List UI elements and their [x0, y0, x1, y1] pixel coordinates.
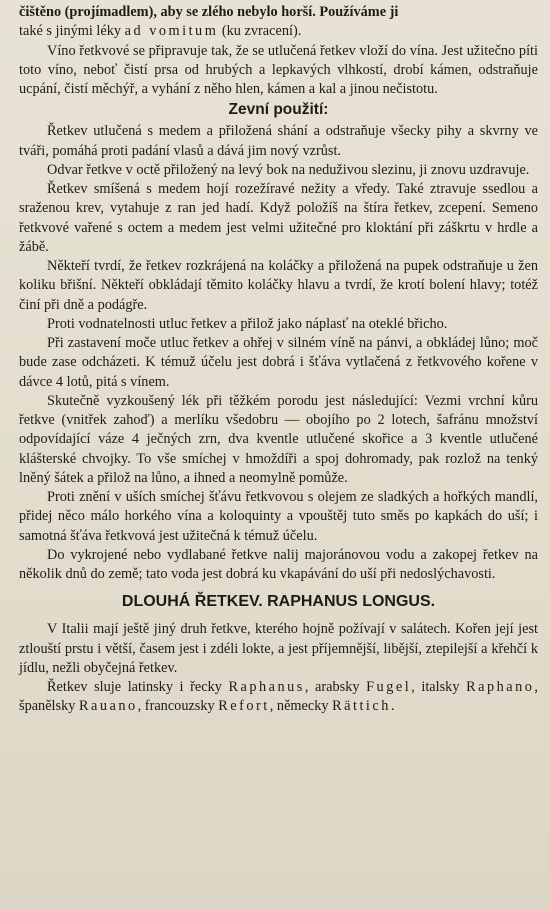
text-run: .: [390, 698, 395, 715]
paragraph-continued: [19, 3, 538, 22]
text-run: také s jinými léky: [19, 23, 125, 40]
paragraph-continued-2: [19, 22, 538, 41]
spaced-term: ad vomitum: [124, 23, 219, 40]
paragraph-radish-wine: Víno řetkvové se připravuje tak, že se utlučená řetkev vloží do vína. Jest užitečno píti toto víno, neboť čistí prsa od hrubých a lepkavých vlhkostí, drobí kámen, odstraňuje ucpání, čistí měchýř, a vyhání z něho hlen, kámen a kal a jinou nečistotu.: [19, 42, 538, 97]
name-french: Refort: [218, 698, 270, 715]
name-spanish: Rauano: [78, 698, 138, 715]
paragraph-italy: V Italii mají ještě jiný druh řetkve, kterého hojně požívají v salátech. Kořen její jest ztlouští prstu i větší, časem jest i zdéli lokte, a jest příjemnější, libější, ztepilejší a křehčí k jídlu, nežli obyčejná řetkev.: [19, 621, 538, 676]
paragraph-dropsy: Proti vodnatelnosti utluc řetkev a přilož jako náplasť na oteklé břicho.: [47, 315, 448, 332]
text-run: Řetkev sluje latinsky i řecky: [47, 679, 229, 695]
page-body-text: [19, 3, 538, 717]
paragraph-names: [19, 678, 538, 717]
paragraph-hearing: Do vykrojené nebo vydlabané řetkve nalij majoránovou vodu a zakopej řetkev na několik dnů do země; tato voda jest dobrá ku vkapávání do uší při nedoslýchavosti.: [19, 546, 538, 582]
subheading-external-use: Zevní použití:: [228, 101, 329, 119]
name-arabic: Fugel: [366, 679, 412, 695]
paragraph-freckles: Řetkev utlučená s medem a přiložená shání a odstraňuje všecky pihy a skvrny ve tváři, pomáhá proti padání vlasů a dává jim nový vzrůst.: [19, 123, 538, 159]
paragraph-spleen: Odvar řetkve v octě přiložený na levý bok na neduživou slezinu, ji znovu uzdravuje.: [47, 161, 530, 178]
text-run: , německy: [269, 698, 333, 715]
paragraph-ulcers: Řetkev smíšená s medem hojí rozežíravé nežity a vředy. Také ztravuje ssedlou a sraženou krev, vytahuje z ran jed hadí. Když položíš na štíra řetkev, zcepení. Semeno řetkvové vařené s octem a medem jest velmi užitečné pro kloktání při záškrtu v hrdle a žábě.: [19, 181, 538, 255]
name-german: Rättich: [332, 698, 391, 715]
text-run: , španělsky: [19, 679, 538, 715]
bold-run: čištěno (projímadlem), aby se zlého nebylo horší. Používáme ji: [19, 4, 399, 20]
text-run: (ku zvracení).: [218, 23, 302, 40]
name-latin: Raphanus: [228, 679, 305, 695]
paragraph-urine: Při zastavení moče utluc řetkev a ohřej v silném víně na pánvi, a obkládej lůno; moč bude zase odcházeti. K témuž účelu jest dobrá i šťáva vytlačená z řetkvového kořene v dávce 4 lotů, pitá s vínem.: [19, 335, 538, 390]
paragraph-childbirth: Skutečně vyzkoušený lék při těžkém porodu jest následující: Vezmi vrchní kůru řetkve (vnitřek zahoď) a merlíku všedobru — obojího po 2 lotech, šafránu množství odpovídající váze 4 ječných zrn, dva kventle utlučené skořice a 3 kventle utlučené klášterské chvojky. To vše smíchej v hmoždíři a spoj dohromady, pak rozlož na tenký lněný šátek a přilož na lůno, a ihned a neomylně pomůže.: [19, 392, 538, 486]
text-run: , arabsky: [304, 679, 367, 695]
text-run: , italsky: [411, 679, 467, 695]
paragraph-colic: Někteří tvrdí, že řetkev rozkrájená na koláčky a přiložená na pupek odstraňuje u žen koliku břišní. Někteří obkládají těmito koláčky hlavu a tvrdí, že krotí bolení hlavy; totéž činí při dně a podágře.: [19, 258, 538, 313]
paragraph-ear-ringing: Proti znění v uších smíchej šťávu řetkvovou s olejem ze sladkých a hořkých mandlí, přidej něco málo horkého vína a koloquinty a vpouštěj tuto směs po kapkách do uší; i samotná šťáva řetkvová jest užitečná k témuž účelu.: [19, 489, 538, 544]
subheading-long-radish: DLOUHÁ ŘETKEV. RAPHANUS LONGUS.: [121, 593, 436, 611]
text-run: , francouzsky: [137, 698, 219, 715]
name-italian: Raphano: [466, 679, 535, 695]
